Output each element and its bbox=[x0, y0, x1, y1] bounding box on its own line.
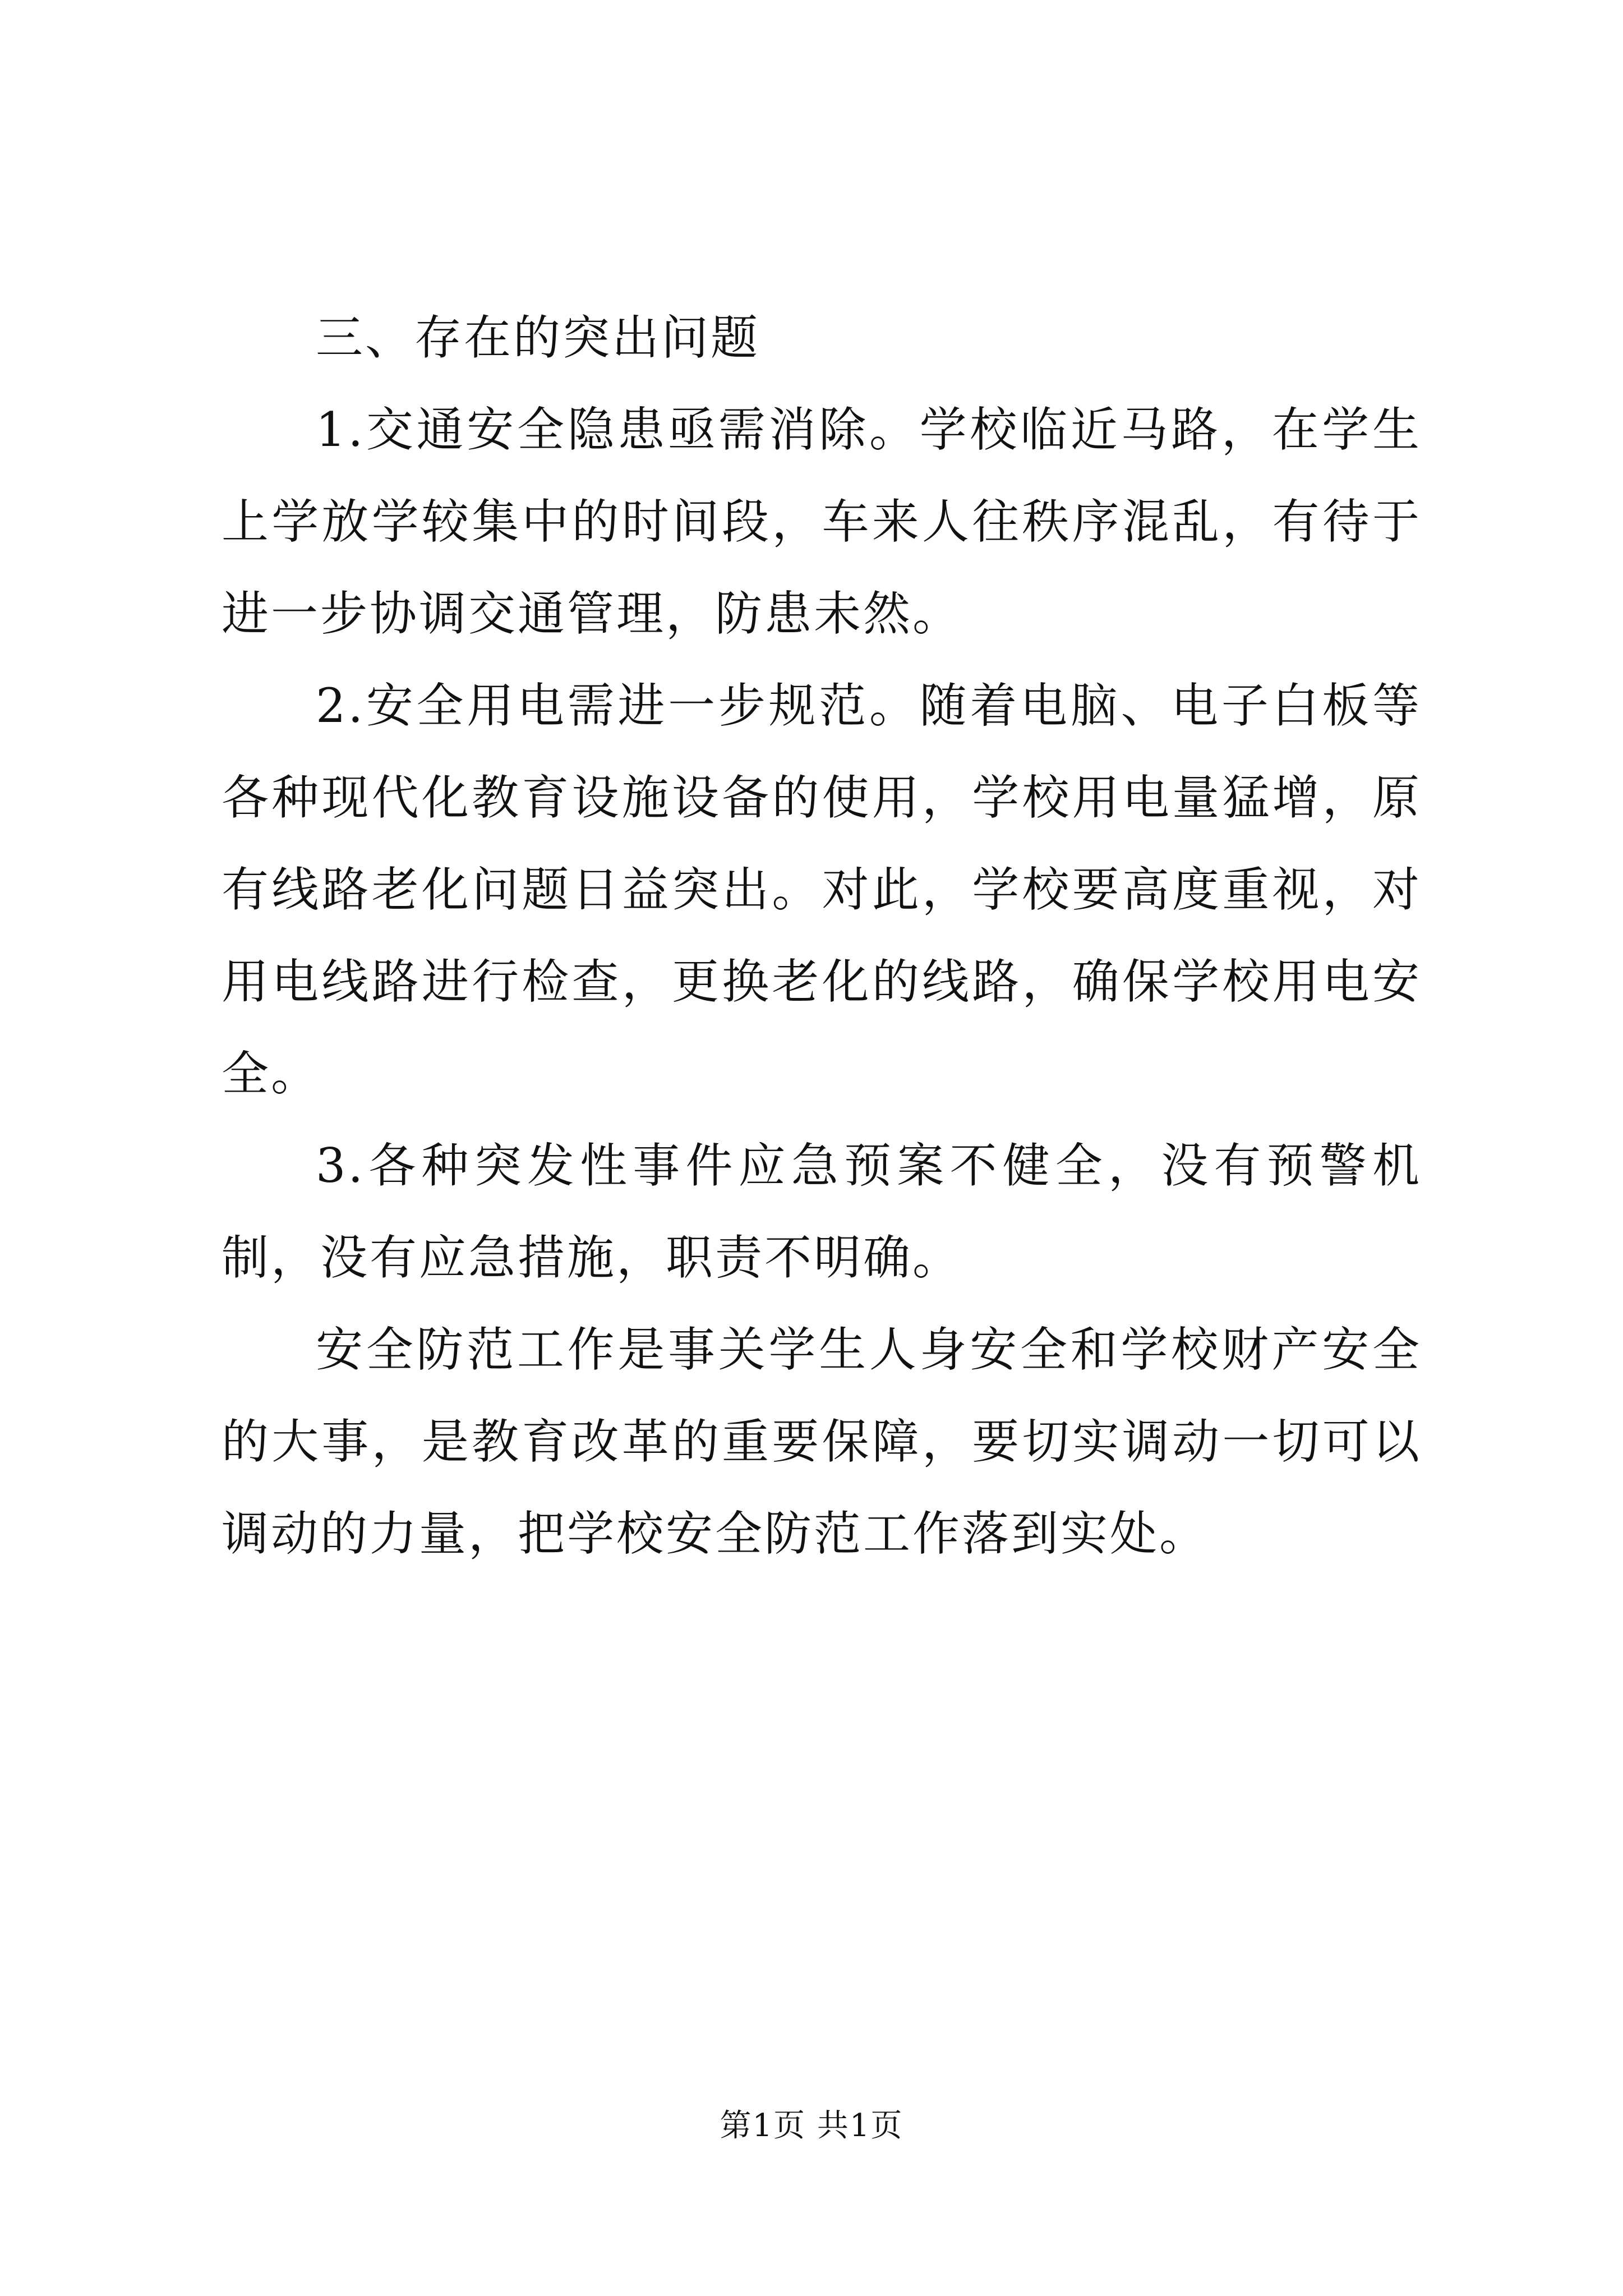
paragraph-traffic-safety: 1.交通安全隐患亟需消除。学校临近马路，在学生上学放学较集中的时间段，车来人往秩序混乱，有待于进一步协调交通管理，防患未然。 bbox=[222, 402, 1422, 641]
paragraph-conclusion: 安全防范工作是事关学生人身安全和学校财产安全的大事，是教育改革的重要保障，要切实调动一切可以调动的力量，把学校安全防范工作落到实处。 bbox=[222, 1322, 1422, 1561]
paragraph-electrical-safety: 2.安全用电需进一步规范。随着电脑、电子白板等各种现代化教育设施设备的使用，学校用电量猛增，原有线路老化问题日益突出。对此，学校要高度重视，对用电线路进行检查，更换老化的线路，确保学校用电安全。 bbox=[222, 678, 1422, 1101]
section-heading: 三、存在的突出问题 bbox=[316, 310, 760, 365]
paragraph-emergency-plan: 3.各种突发性事件应急预案不健全，没有预警机制，没有应急措施，职责不明确。 bbox=[222, 1138, 1422, 1285]
document-body bbox=[222, 292, 1422, 1580]
page-footer: 第1页 共1页 bbox=[720, 2108, 903, 2144]
